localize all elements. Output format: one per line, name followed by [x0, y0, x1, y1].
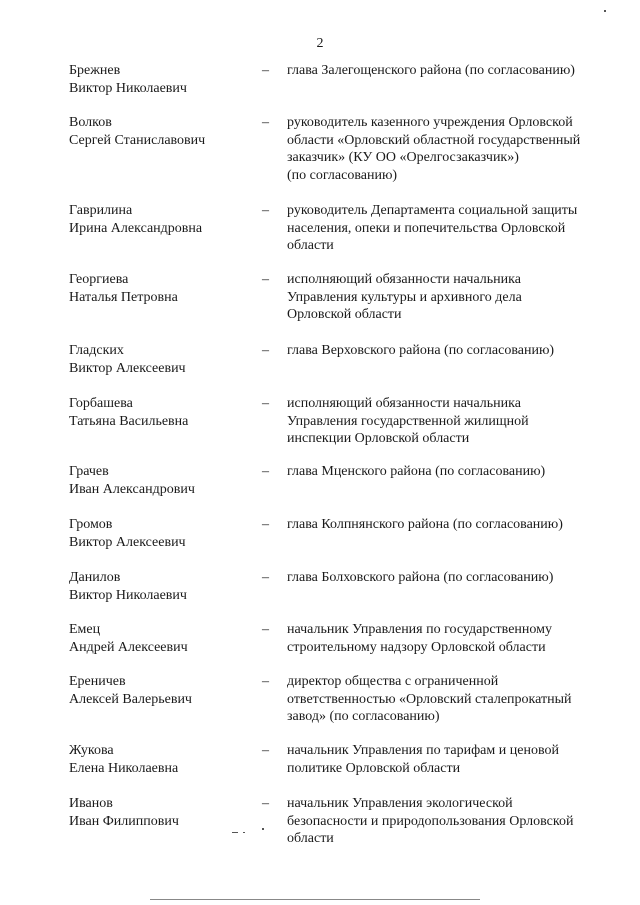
scan-speck: [604, 10, 606, 12]
member-given-name: Наталья Петровна: [69, 289, 178, 305]
page-number: 2: [316, 36, 324, 51]
member-name: [69, 202, 254, 237]
role-line: начальник Управления по тарифам и ценовой: [287, 743, 559, 758]
role-line: директор общества с ограниченной: [287, 674, 499, 689]
member-given-name: Иван Александрович: [69, 481, 195, 497]
member-given-name: Елена Николаевна: [69, 760, 179, 776]
member-name: [69, 516, 254, 551]
member-surname: Данилов: [69, 570, 121, 585]
member-surname: Иванов: [69, 796, 113, 811]
member-given-name: Татьяна Васильевна: [69, 413, 189, 429]
member-name: [69, 673, 254, 708]
role-line: глава Верховского района (по согласованию): [287, 343, 555, 358]
member-given-name: Виктор Алексеевич: [69, 360, 186, 376]
member-role: [287, 62, 617, 80]
separator-dash: –: [262, 796, 269, 811]
member-role: [287, 202, 617, 255]
member-name: [69, 114, 254, 149]
member-role: [287, 621, 617, 656]
separator-dash: –: [262, 396, 269, 411]
member-role: [287, 395, 617, 448]
member-surname: Горбашева: [69, 396, 133, 411]
scan-speck: [243, 832, 245, 833]
role-line: начальник Управления экологической: [287, 796, 513, 811]
role-line: глава Залегощенского района (по согласованию): [287, 63, 575, 78]
member-name: [69, 271, 254, 306]
role-line: Орловской области: [287, 307, 402, 322]
separator-dash: –: [262, 203, 269, 218]
member-role: [287, 463, 617, 481]
role-line: строительному надзору Орловской области: [287, 639, 546, 655]
role-line: исполняющий обязанности начальника: [287, 272, 521, 287]
role-line: населения, опеки и попечительства Орловской: [287, 220, 566, 236]
separator-dash: –: [262, 63, 269, 78]
role-line: Управления государственной жилищной: [287, 413, 529, 429]
role-line: глава Мценского района (по согласованию): [287, 464, 546, 479]
member-given-name: Алексей Валерьевич: [69, 691, 192, 707]
member-surname: Жукова: [69, 743, 114, 758]
separator-dash: –: [262, 570, 269, 585]
member-name: [69, 342, 254, 377]
separator-dash: –: [262, 743, 269, 758]
member-surname: Емец: [69, 622, 101, 637]
member-name: [69, 62, 254, 97]
separator-dash: –: [262, 115, 269, 130]
member-given-name: Виктор Николаевич: [69, 80, 187, 96]
role-line: глава Болховского района (по согласованию): [287, 570, 554, 585]
role-line: безопасности и природопользования Орловской: [287, 813, 574, 829]
member-given-name: Виктор Алексеевич: [69, 534, 186, 550]
member-name: [69, 463, 254, 498]
member-surname: Гладских: [69, 343, 124, 358]
role-line: заказчик» (КУ ОО «Орелгосзаказчик»): [287, 150, 519, 165]
role-line: области: [287, 831, 334, 846]
member-role: [287, 342, 617, 360]
member-name: [69, 569, 254, 604]
member-given-name: Иван Филиппович: [69, 813, 179, 829]
role-line: начальник Управления по государственному: [287, 622, 552, 637]
role-line: Управления культуры и архивного дела: [287, 289, 522, 305]
role-line: области: [287, 238, 334, 253]
member-name: [69, 621, 254, 656]
separator-dash: –: [262, 622, 269, 637]
role-line: исполняющий обязанности начальника: [287, 396, 521, 411]
member-role: [287, 569, 617, 587]
scan-speck: [262, 828, 264, 830]
separator-dash: –: [262, 674, 269, 689]
role-line: политике Орловской области: [287, 760, 461, 776]
separator-dash: –: [262, 517, 269, 532]
member-surname: Громов: [69, 517, 113, 532]
separator-dash: –: [262, 343, 269, 358]
separator-dash: –: [262, 464, 269, 479]
member-role: [287, 271, 617, 324]
role-line: глава Колпнянского района (по согласованию): [287, 517, 563, 532]
member-given-name: Ирина Александровна: [69, 220, 203, 236]
role-line: ответственностью «Орловский сталепрокатный: [287, 691, 572, 707]
bottom-scan-line: [150, 899, 480, 900]
member-surname: Грачев: [69, 464, 109, 479]
role-line: (по согласованию): [287, 167, 398, 183]
member-role: [287, 742, 617, 777]
role-line: руководитель казенного учреждения Орловской: [287, 115, 573, 130]
member-name: [69, 395, 254, 430]
role-line: области «Орловский областной государственный: [287, 132, 581, 148]
scan-speck: [232, 832, 238, 833]
member-given-name: Сергей Станиславович: [69, 132, 206, 148]
member-given-name: Андрей Алексеевич: [69, 639, 188, 655]
member-role: [287, 114, 617, 184]
member-role: [287, 795, 617, 848]
role-line: инспекции Орловской области: [287, 431, 470, 446]
member-surname: Волков: [69, 115, 112, 130]
separator-dash: –: [262, 272, 269, 287]
member-name: [69, 742, 254, 777]
role-line: завод» (по согласованию): [287, 709, 440, 724]
member-name: [69, 795, 254, 830]
member-role: [287, 516, 617, 534]
member-surname: Брежнев: [69, 63, 121, 78]
member-given-name: Виктор Николаевич: [69, 587, 187, 603]
member-role: [287, 673, 617, 726]
role-line: руководитель Департамента социальной защиты: [287, 203, 578, 218]
member-surname: Гаврилина: [69, 203, 133, 218]
member-surname: Ереничев: [69, 674, 126, 689]
member-surname: Георгиева: [69, 272, 129, 287]
